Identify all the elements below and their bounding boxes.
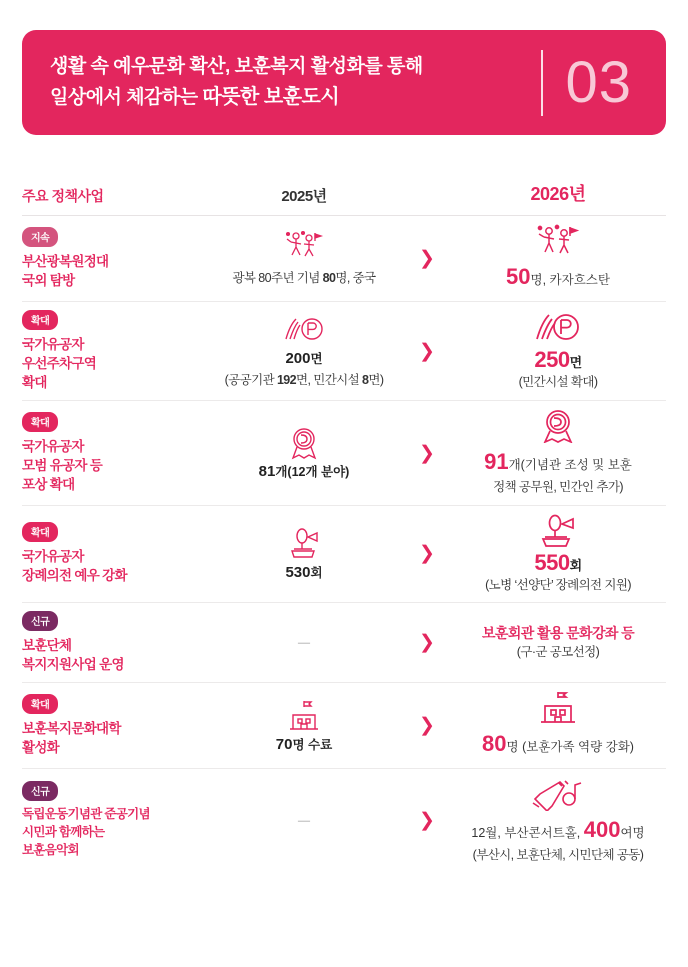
cell-2025 xyxy=(204,302,404,400)
note-2026: (부산시, 보훈단체, 시민단체 공동) xyxy=(472,848,644,863)
value-2025: － xyxy=(295,814,312,832)
cell-2026 xyxy=(450,769,666,872)
column-header-2026: 2026년 xyxy=(530,184,586,204)
banner-line-1: 생활 속 예우문화 확산, 보훈복지 활성화를 통해 xyxy=(50,56,423,78)
arrow-icon: ❯ xyxy=(419,248,435,269)
cell-2026 xyxy=(450,216,666,301)
spacer xyxy=(172,401,204,504)
table-row xyxy=(22,769,666,872)
banner-number: 03 xyxy=(565,49,632,115)
status-badge: 확대 xyxy=(22,694,58,714)
cell-2026 xyxy=(450,603,666,682)
column-header-2025: 2025년 xyxy=(281,188,327,205)
policy-table xyxy=(22,180,666,872)
cell-2025 xyxy=(204,769,404,872)
table-row xyxy=(22,506,666,603)
status-badge: 확대 xyxy=(22,412,58,432)
parking-icon xyxy=(282,313,326,347)
arrow-icon: ❯ xyxy=(419,543,435,565)
spacer xyxy=(172,216,204,301)
cell-2025 xyxy=(204,216,404,301)
table-row xyxy=(22,603,666,683)
value-2026: 250면 xyxy=(534,347,582,373)
status-badge: 신규 xyxy=(22,781,58,801)
status-badge: 지속 xyxy=(22,227,58,247)
policy-cell xyxy=(22,769,172,872)
explorers-icon xyxy=(282,229,326,263)
concert-icon xyxy=(529,777,587,811)
spacer xyxy=(172,302,204,400)
table-row xyxy=(22,216,666,302)
value-2026: 50명, 카자흐스탄 xyxy=(506,264,610,289)
cell-2026 xyxy=(450,401,666,504)
value-2025: 70명 수료 xyxy=(275,735,333,753)
policy-name: 보훈단체 복지지원사업 운영 xyxy=(22,637,124,672)
policy-cell xyxy=(22,683,172,768)
parking-icon xyxy=(532,311,584,345)
policy-cell xyxy=(22,506,172,602)
column-header-policy: 주요 정책사업 xyxy=(22,188,104,204)
policy-cell xyxy=(22,216,172,301)
policy-name: 국가유공자 우선주차구역 확대 xyxy=(22,337,97,391)
banner-line-2-plain: 일상에서 체감하는 xyxy=(50,86,203,108)
medal-icon xyxy=(285,426,323,460)
arrow-icon: ❯ xyxy=(419,340,435,362)
cell-2025 xyxy=(204,603,404,682)
value-2026: 12월, 부산콘서트홀, 400여명 xyxy=(471,817,645,843)
policy-cell xyxy=(22,302,172,400)
table-row xyxy=(22,302,666,401)
school-icon xyxy=(534,691,582,725)
header-banner xyxy=(22,30,666,135)
arrow-icon: ❯ xyxy=(419,631,435,653)
cell-2026 xyxy=(450,302,666,400)
note-2026: (노병 ‘선양단’ 장례의전 지원) xyxy=(485,577,631,592)
status-badge: 확대 xyxy=(22,522,58,542)
value-2025: 81개(12개 분야) xyxy=(258,463,350,481)
funeral-icon xyxy=(284,527,324,561)
note-2026: (민간시설 확대) xyxy=(518,375,598,390)
explorers-icon xyxy=(533,224,583,258)
table-row xyxy=(22,401,666,505)
policy-cell xyxy=(22,603,172,682)
note-2025: (공공기관 192면, 민간시설 8면) xyxy=(224,373,384,388)
policy-cell xyxy=(22,401,172,504)
value-2026: 550회 xyxy=(534,549,582,575)
banner-divider xyxy=(541,50,543,116)
policy-name: 국가유공자 장례의전 예우 강화 xyxy=(22,549,127,584)
arrow-icon: ❯ xyxy=(419,810,435,832)
banner-line-2 xyxy=(50,82,541,113)
value-2026: 80명 (보훈가족 역량 강화) xyxy=(482,731,634,757)
note-2026: (구·군 공모선정) xyxy=(516,645,600,660)
value-2026: 91개(기념관 조성 및 보훈 xyxy=(484,449,632,475)
spacer xyxy=(172,506,204,602)
policy-name: 부산광복원정대 국외 탐방 xyxy=(22,253,109,288)
cell-2025 xyxy=(204,506,404,602)
table-header-row xyxy=(22,180,666,216)
cell-2025 xyxy=(204,683,404,768)
status-badge: 확대 xyxy=(22,310,58,330)
medal-icon xyxy=(535,409,581,443)
funeral-icon xyxy=(534,514,582,548)
spacer xyxy=(172,603,204,682)
banner-line-2-bold: 따뜻한 보훈도시 xyxy=(202,85,340,108)
value-2025: 광복 80주년 기념 80명, 중국 xyxy=(232,271,376,286)
policy-name: 국가유공자 모범 유공자 등 포상 확대 xyxy=(22,438,103,493)
value-2025: 200면 xyxy=(285,350,323,368)
status-badge: 신규 xyxy=(22,611,58,631)
policy-name: 보훈복지문화대학 활성화 xyxy=(22,720,121,756)
arrow-icon: ❯ xyxy=(419,442,435,464)
value-2025: 530회 xyxy=(285,563,323,581)
note-2026: 정책 공무원, 민간인 추가) xyxy=(493,480,623,495)
spacer xyxy=(172,769,204,872)
school-icon xyxy=(284,699,324,733)
arrow-icon: ❯ xyxy=(419,715,435,737)
cell-2026 xyxy=(450,683,666,768)
table-row xyxy=(22,683,666,769)
spacer xyxy=(172,683,204,768)
cell-2026 xyxy=(450,506,666,602)
value-2026: 보훈회관 활용 문화강좌 등 xyxy=(481,625,635,642)
policy-name: 독립운동기념관 준공기념 시민과 함께하는 보훈음악회 xyxy=(22,807,150,857)
cell-2025 xyxy=(204,401,404,504)
banner-text xyxy=(22,52,541,112)
value-2025: － xyxy=(295,635,312,653)
